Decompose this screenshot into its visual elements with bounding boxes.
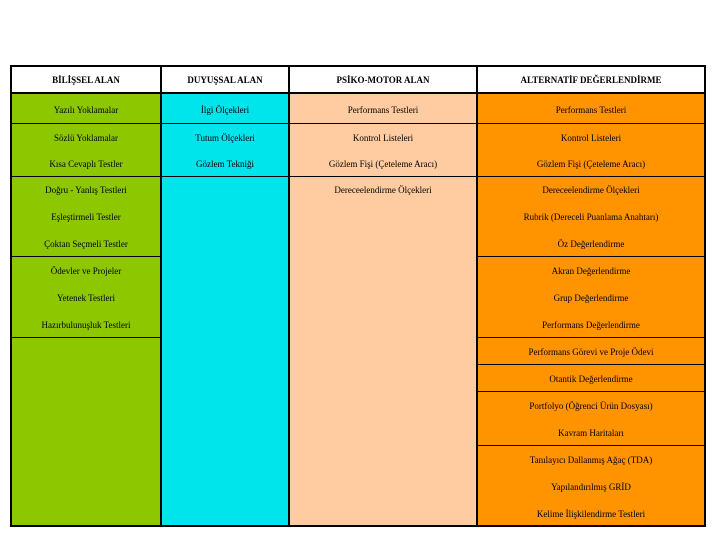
list-item: Kontrol Listeleri — [560, 132, 622, 143]
list-item: Kavram Haritaları — [558, 427, 624, 438]
row-divider — [162, 176, 288, 177]
column-body-duyussal — [162, 94, 288, 525]
list-item: Performans Görevi ve Proje Ödevi — [528, 346, 654, 357]
list-item: Yapılandırılmış GRİD — [551, 481, 631, 492]
list-item: Kısa Cevaplı Testler — [49, 158, 123, 169]
list-item: Kontrol Listeleri — [352, 132, 414, 143]
list-item: Çoktan Seçmeli Testler — [44, 238, 128, 249]
column-header-bilissel: BİLİŞSEL ALAN — [12, 67, 160, 94]
list-item: Otantik Değerlendirme — [549, 373, 633, 384]
list-item: Tanılayıcı Dallanmış Ağaç (TDA) — [529, 454, 653, 465]
list-item: Gözlem Tekniği — [196, 158, 254, 169]
list-item: Sözlü Yoklamalar — [54, 132, 118, 143]
list-item: Ödevler ve Projeler — [50, 265, 122, 276]
column-psikomotor — [288, 67, 476, 525]
column-bilissel — [12, 67, 160, 525]
list-item: Dereceelendirme Ölçekleri — [334, 184, 432, 195]
list-item: İlgi Ölçekleri — [200, 104, 250, 115]
column-body-psikomotor — [290, 94, 476, 525]
list-item: Doğru - Yanlış Testleri — [45, 184, 127, 195]
list-item: Performans Değerlendirme — [542, 319, 640, 330]
list-item: Öz Değerlendirme — [557, 238, 625, 249]
column-header-psikomotor: PSİKO-MOTOR ALAN — [290, 67, 476, 94]
list-item: Rubrik (Dereceli Puanlama Anahtarı) — [523, 211, 659, 222]
list-item: Akran Değerlendirme — [551, 265, 631, 276]
row-divider — [12, 337, 160, 338]
column-alternatif — [476, 67, 704, 525]
column-header-alternatif: ALTERNATİF DEĞERLENDİRME — [478, 67, 704, 94]
list-item: Gözlem Fişi (Çeteleme Aracı) — [328, 158, 438, 169]
list-item: Eşleştirmeli Testler — [51, 211, 121, 222]
list-item: Yazılı Yoklamalar — [53, 104, 119, 115]
list-item: Yetenek Testleri — [56, 292, 116, 303]
list-item: Tutum Ölçekleri — [195, 132, 255, 143]
list-item: Portfolyo (Öğrenci Ürün Dosyası) — [529, 400, 653, 411]
column-header-duyussal: DUYUŞSAL ALAN — [162, 67, 288, 94]
list-item: Performans Testleri — [347, 104, 419, 115]
column-body-alternatif — [478, 94, 704, 525]
assessment-methods-table — [10, 65, 706, 527]
list-item: Performans Testleri — [555, 104, 627, 115]
list-item: Hazırbulunuşluk Testleri — [41, 319, 131, 330]
column-body-bilissel — [12, 94, 160, 525]
list-item: Kelime İlişkilendirme Testleri — [536, 508, 646, 519]
list-item: Gözlem Fişi (Çeteleme Aracı) — [536, 158, 646, 169]
column-duyussal — [160, 67, 288, 525]
list-item: Dereceelendirme Ölçekleri — [542, 184, 640, 195]
list-item: Grup Değerlendirme — [553, 292, 629, 303]
